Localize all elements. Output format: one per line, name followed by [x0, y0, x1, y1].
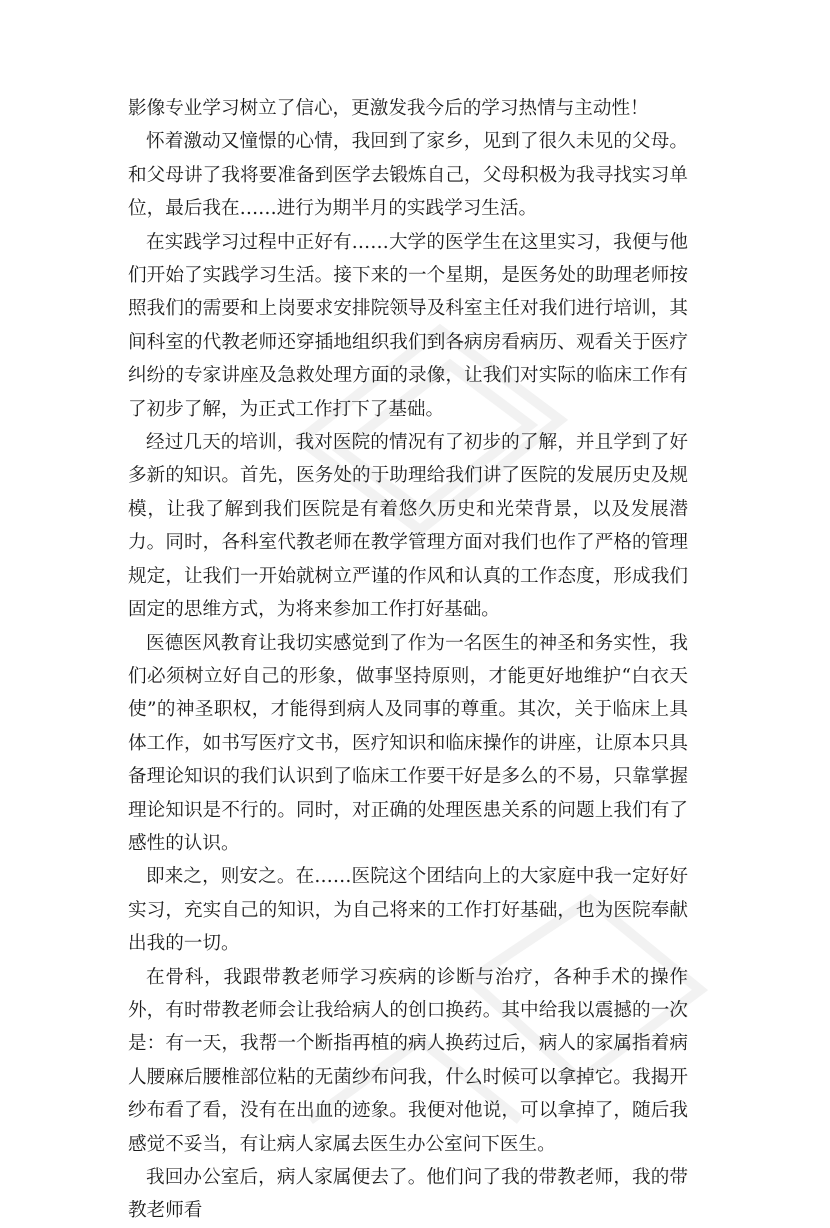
paragraph: 在骨科，我跟带教老师学习疾病的诊断与治疗，各种手术的操作外，有时带教老师会让我给病人的创口换药。其中给我以震撼的一次是：有一天，我帮一个断指再植的病人换药过后，病人的家属指着病人腰麻后腰椎部位粘的无菌纱布问我，什么时候可以拿掉它。我揭开纱布看了看，没有在出血的迹象。我便对他说，可以拿掉了，随后我感觉不妥当，有让病人家属去医生办公室问下医生。 — [128, 966, 688, 1155]
paragraph: 我回办公室后，病人家属便去了。他们问了我的带教老师，我的带教老师看 — [128, 1167, 688, 1222]
document-body — [128, 92, 688, 1228]
paragraph: 在实践学习过程中正好有……大学的医学生在这里实习，我便与他们开始了实践学习生活。接下来的一个星期，是医务处的助理老师按照我们的需要和上岗要求安排院领导及科室主任对我们进行培训，其间科室的代教老师还穿插地组织我们到各病房看病历、观看关于医疗纠纷的专家讲座及急救处理方面的录像，让我们对实际的临床工作有了初步了解，为正式工作打下了基础。 — [128, 231, 688, 420]
paragraph: 医德医风教育让我切实感觉到了作为一名医生的神圣和务实性，我们必须树立好自己的形象，做事坚持原则，才能更好地维护“白衣天使”的神圣职权，才能得到病人及同事的尊重。其次，关于临床上具体工作，如书写医疗文书，医疗知识和临床操作的讲座，让原本只具备理论知识的我们认识到了临床工作要干好是多么的不易，只靠掌握理论知识是不行的。同时，对正确的处理医患关系的问题上我们有了感性的认识。 — [128, 632, 688, 854]
paragraph: 即来之，则安之。在……医院这个团结向上的大家庭中我一定好好实习，充实自己的知识，为自己将来的工作打好基础，也为医院奉献出我的一切。 — [128, 866, 688, 955]
paragraph: 影像专业学习树立了信心，更激发我今后的学习热情与主动性！ — [128, 98, 649, 119]
paragraph: 经过几天的培训，我对医院的情况有了初步的了解，并且学到了好多新的知识。首先，医务处的于助理给我们讲了医院的发展历史及规模，让我了解到我们医院是有着悠久历史和光荣背景，以及发展潜力。同时，各科室代教老师在教学管理方面对我们也作了严格的管理规定，让我们一开始就树立严谨的作风和认真的工作态度，形成我们固定的思维方式，为将来参加工作打好基础。 — [128, 432, 688, 621]
paragraph: 怀着激动又憧憬的心情，我回到了家乡，见到了很久未见的父母。和父母讲了我将要准备到医学去锻炼自己，父母积极为我寻找实习单位，最后我在……进行为期半月的实践学习生活。 — [128, 131, 688, 220]
